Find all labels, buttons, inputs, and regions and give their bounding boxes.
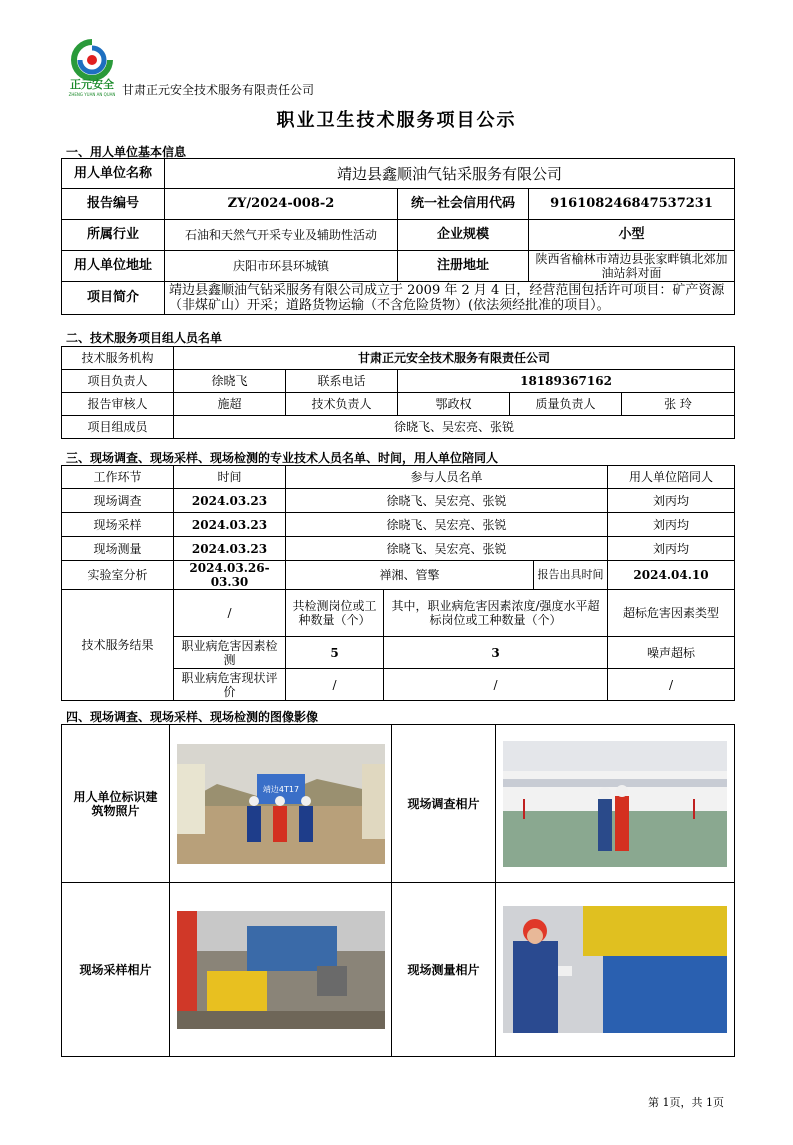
- tech-label: 技术负责人: [286, 393, 398, 416]
- measure-photo: [503, 906, 727, 1033]
- company-logo-icon: [66, 38, 118, 98]
- leader-label: 项目负责人: [62, 370, 174, 393]
- unit-name-label: 用人单位名称: [62, 159, 165, 189]
- members-label: 项目组成员: [62, 416, 174, 439]
- report-no-label: 报告编号: [62, 189, 165, 220]
- eval-type: /: [608, 669, 735, 701]
- header-staff: 参与人员名单: [286, 466, 608, 489]
- tech: 鄂政权: [398, 393, 510, 416]
- industry: 石油和天然气开采专业及辅助性活动: [165, 220, 398, 251]
- address: 庆阳市环县环城镇: [165, 251, 398, 282]
- header-escort: 用人单位陪同人: [608, 466, 735, 489]
- report-no: ZY/2024-008-2: [165, 189, 398, 220]
- scale: 小型: [529, 220, 735, 251]
- header-stage: 工作环节: [62, 466, 174, 489]
- report-time: 2024.04.10: [608, 561, 735, 590]
- escort: 刘丙均: [608, 513, 735, 537]
- table-row: [62, 513, 735, 537]
- basic-info-table: [61, 158, 735, 315]
- building-photo: [177, 744, 385, 864]
- photo-label-measure: 现场测量相片: [392, 883, 496, 1057]
- reviewer-label: 报告审核人: [62, 393, 174, 416]
- logo-text: 正元安全: [70, 78, 114, 91]
- staff: 徐晓飞、吴宏亮、张锐: [286, 513, 608, 537]
- phone-label: 联系电话: [286, 370, 398, 393]
- photo-label-sampling: 现场采样相片: [62, 883, 170, 1057]
- escort: 刘丙均: [608, 489, 735, 513]
- leader: 徐晓飞: [174, 370, 286, 393]
- section-title-photos: 四、现场调查、现场采样、现场检测的图像影像: [66, 710, 319, 724]
- section-title-onsite: 三、现场调查、现场采样、现场检测的专业技术人员名单、时间，用人单位陪同人: [66, 451, 499, 465]
- page-number: 第 1页，共 1页: [648, 1096, 724, 1109]
- detect-exceed: 3: [384, 637, 608, 669]
- intro-label: 项目简介: [62, 282, 165, 315]
- scale-label: 企业规模: [398, 220, 529, 251]
- quality-label: 质量负责人: [510, 393, 622, 416]
- header-time: 时间: [174, 466, 286, 489]
- page-title: 职业卫生技术服务项目公示: [276, 110, 517, 131]
- lab-staff: 禅湘、管擎: [286, 561, 534, 590]
- credit-code-label: 统一社会信用代码: [398, 189, 529, 220]
- staff: 徐晓飞、吴宏亮、张锐: [286, 489, 608, 513]
- eval-count: /: [286, 669, 384, 701]
- industry-label: 所属行业: [62, 220, 165, 251]
- banner-text: 靖边4T17: [262, 784, 299, 794]
- sampling-photo: [177, 911, 385, 1029]
- result-slash: /: [174, 590, 286, 637]
- escort: 刘丙均: [608, 537, 735, 561]
- org: 甘肃正元安全技术服务有限责任公司: [174, 347, 735, 370]
- detect-type: 噪声超标: [608, 637, 735, 669]
- photo-label-survey: 现场调查相片: [392, 725, 496, 883]
- col-type: 超标危害因素类型: [608, 590, 735, 637]
- table-row: [62, 489, 735, 513]
- staff: 徐晓飞、吴宏亮、张锐: [286, 537, 608, 561]
- intro-text: 靖边县鑫顺油气钻采服务有限公司成立于 2009 年 2 月 4 日，经营范围包括许可项目：矿产资源（非煤矿山）开采；道路货物运输（不含危险货物）(依法须经批准的项目）。: [165, 282, 735, 315]
- unit-name: 靖边县鑫顺油气钻采服务有限公司: [165, 159, 735, 189]
- photo-label-building: 用人单位标识建筑物照片: [62, 725, 170, 883]
- survey-photo: [503, 741, 727, 867]
- lab-label: 实验室分析: [62, 561, 174, 590]
- result-label: 技术服务结果: [62, 590, 174, 701]
- report-time-label: 报告出具时间: [534, 561, 608, 590]
- stage: 现场采样: [62, 513, 174, 537]
- section-title-team: 二、技术服务项目组人员名单: [66, 331, 223, 345]
- org-label: 技术服务机构: [62, 347, 174, 370]
- photo-table: [61, 724, 735, 1057]
- reg-address-label: 注册地址: [398, 251, 529, 282]
- col-count: 共检测岗位或工种数量（个）: [286, 590, 384, 637]
- address-label: 用人单位地址: [62, 251, 165, 282]
- reviewer: 施超: [174, 393, 286, 416]
- logo-subtext: ZHENG YUAN AN QUAN: [68, 92, 116, 97]
- header-company: 甘肃正元安全技术服务有限责任公司: [122, 83, 315, 97]
- detect-count: 5: [286, 637, 384, 669]
- time: 2024.03.23: [174, 537, 286, 561]
- reg-address: 陕西省榆林市靖边县张家畔镇北郊加油站斜对面: [529, 251, 735, 282]
- onsite-table: [61, 465, 735, 701]
- phone: 18189367162: [398, 370, 735, 393]
- time: 2024.03.23: [174, 489, 286, 513]
- stage: 现场调查: [62, 489, 174, 513]
- members: 徐晓飞、吴宏亮、张锐: [174, 416, 735, 439]
- eval-label: 职业病危害现状评价: [174, 669, 286, 701]
- section-title-basic-info: 一、用人单位基本信息: [66, 145, 187, 159]
- quality: 张 玲: [622, 393, 735, 416]
- col-exceed: 其中，职业病危害因素浓度/强度水平超标岗位或工种数量（个）: [384, 590, 608, 637]
- time: 2024.03.23: [174, 513, 286, 537]
- eval-exceed: /: [384, 669, 608, 701]
- credit-code: 916108246847537231: [529, 189, 735, 220]
- team-table: [61, 346, 735, 439]
- stage: 现场测量: [62, 537, 174, 561]
- table-row: [62, 537, 735, 561]
- detect-label: 职业病危害因素检测: [174, 637, 286, 669]
- lab-time: 2024.03.26-03.30: [174, 561, 286, 590]
